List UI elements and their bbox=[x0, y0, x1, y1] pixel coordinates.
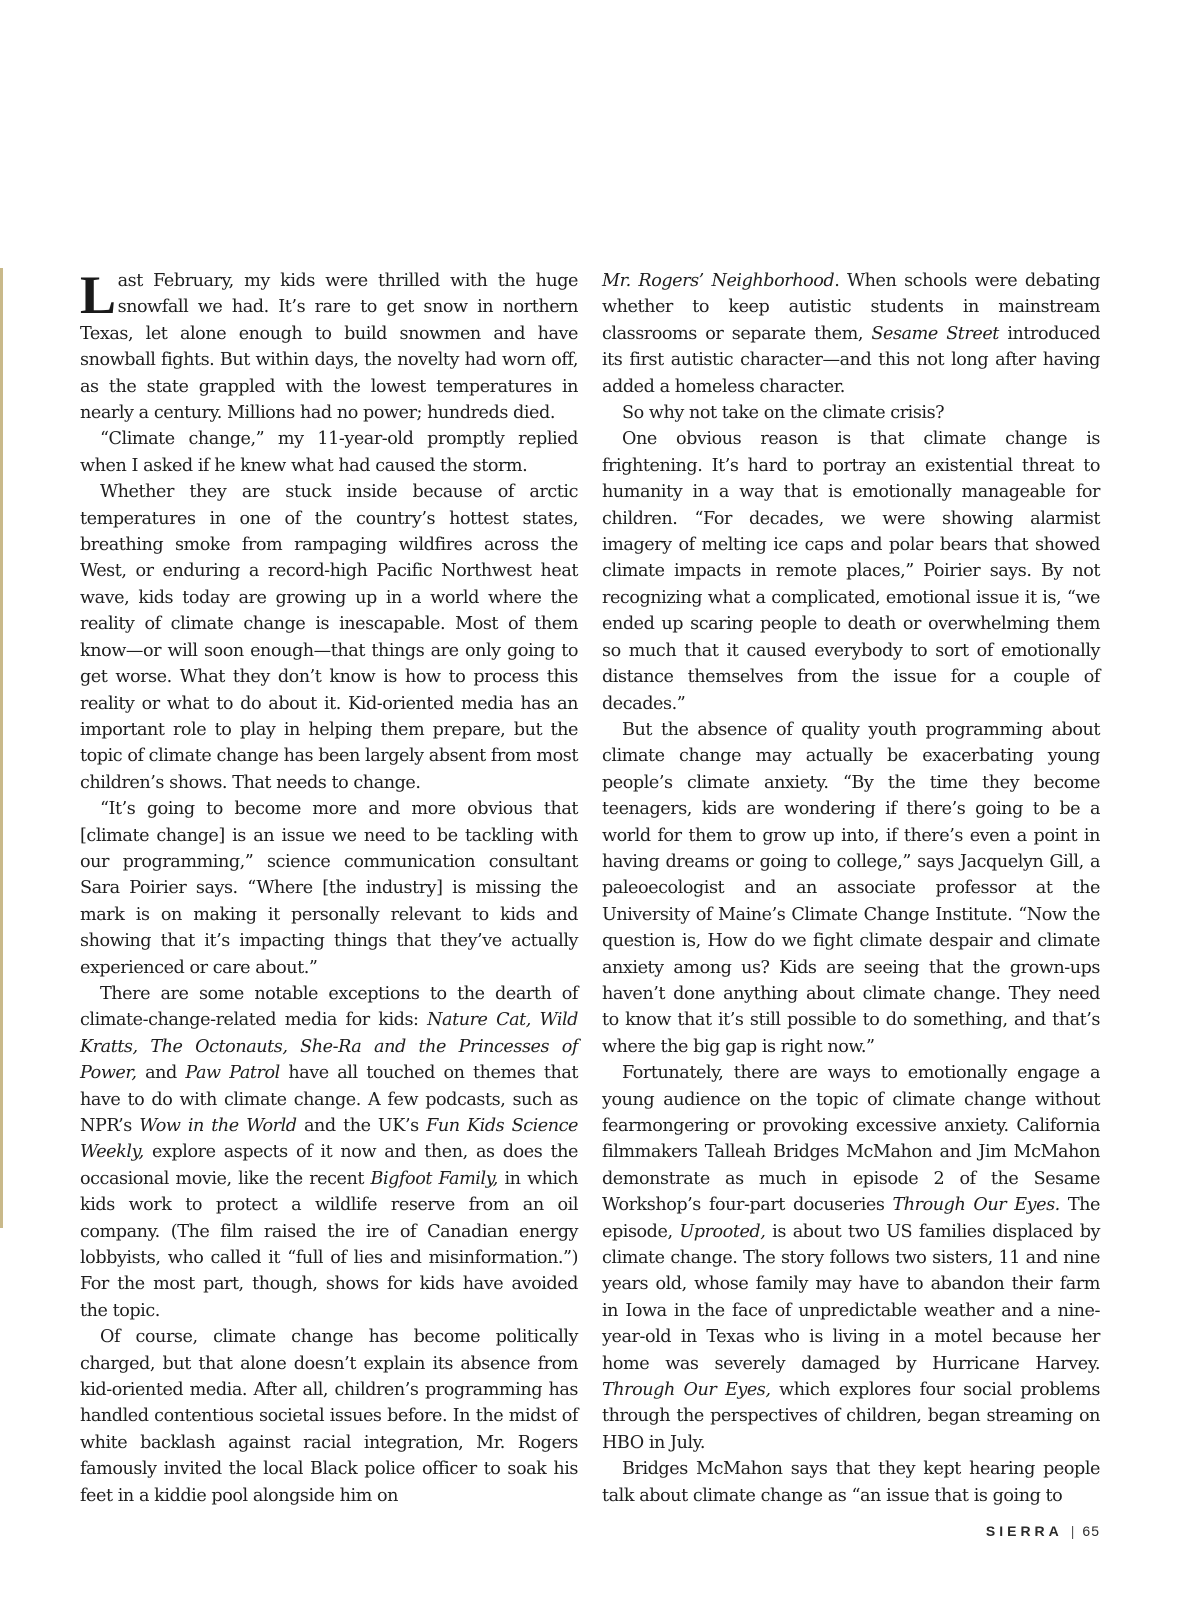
page-number: 65 bbox=[1082, 1523, 1100, 1539]
text-run: is about two US families displaced by climate change. The story follows two sisters, 11 and nine years old, whose family may have to abandon their farm in Iowa in the face of unpredictable weather and a nine-year-old in Texas who is living in a motel because her home was severely damaged by Hurricane Harvey. bbox=[602, 1221, 1100, 1374]
text-run: . When schools were debating whether to keep autistic students in mainstream classrooms or separate them, bbox=[602, 271, 1100, 344]
article-paragraph bbox=[602, 268, 1100, 400]
page-footer bbox=[986, 1523, 1100, 1539]
text-run: Of course, climate change has become politically charged, but that alone doesn’t explain its absence from kid-oriented media. After all, children’s programming has handled contentious societal issues before. In the midst of white backlash against racial integration, Mr. Rogers famously invited the local Black police officer to soak his feet in a kiddie pool alongside him on bbox=[80, 1327, 578, 1506]
article-paragraph bbox=[80, 479, 578, 796]
article-paragraph bbox=[80, 265, 578, 426]
text-run: have all touched on themes that have to do with climate change. A few podcasts, such as NPR’s bbox=[80, 1063, 578, 1136]
text-run: “Climate change,” my 11-year-old promptly replied when I asked if he knew what had caused the storm. bbox=[80, 429, 578, 476]
article-column-right bbox=[602, 268, 1100, 1509]
text-run: So why not take on the climate crisis? bbox=[622, 403, 945, 424]
text-run: and bbox=[136, 1063, 186, 1084]
text-run: One obvious reason is that climate change is frightening. It’s hard to portray an existential threat to humanity in a way that is emotionally manageable for children. “For decades, we were showing alarmist imagery of melting ice caps and polar bears that showed climate impacts in remote places,” Poirier says. By not recognizing what a complicated, emotional issue it is, “we ended up scaring people to death or overwhelming them so much that it caused everybody to sort of emotionally distance themselves from the issue for a couple of decades.” bbox=[602, 429, 1100, 714]
italic-title: Through Our Eyes, bbox=[602, 1380, 771, 1401]
italic-title: Mr. Rogers’ Neighborhood bbox=[602, 271, 835, 291]
text-run: introduced its first autistic character—and this not long after having added a homeless character. bbox=[602, 323, 1101, 397]
text-run: “It’s going to become more and more obvious that [climate change] is an issue we need to be tackling with our programming,” science communication consultant Sara Poirier says. “Where [the industry] is missing the mark is on making it personally relevant to kids and showing that it’s impacting things that they’ve actually experienced or care about.” bbox=[80, 799, 578, 978]
article-paragraph bbox=[602, 1456, 1100, 1509]
text-run: in which kids work to protect a wildlife reserve from an oil company. (The film raised the ire of Canadian energy lobbyists, who called it “full of lies and misinformation.”) For the most part, though, shows for kids have avoided the topic. bbox=[80, 1168, 579, 1321]
italic-title: Wow in the World bbox=[139, 1116, 297, 1136]
article-paragraph bbox=[80, 426, 578, 479]
article-paragraph bbox=[80, 796, 578, 981]
text-run: explore aspects of it now and then, as does the occasional movie, like the recent bbox=[80, 1142, 578, 1189]
text-run: But the absence of quality youth programming about climate change may actually be exacerbating young people’s climate anxiety. “By the time they become teenagers, kids are wondering if there’s going to be a world for them to grow up into, if there’s even a point in having dreams or going to college,” says Jacquelyn Gill, a paleoecologist and an associate professor at the University of Maine’s Climate Change Institute. “Now the question is, How do we fight climate despair and climate anxiety among us? Kids are seeing that the grown-ups haven’t done anything about climate change. They need to know that it’s still possible to do something, and that’s where the big gap is right now.” bbox=[602, 719, 1100, 1057]
text-run: Fortunately, there are ways to emotionally engage a young audience on the topic of climate change without fearmongering or provoking excessive anxiety. California filmmakers Talleah Bridges McMahon and Jim McMahon demonstrate as much in episode 2 of the Sesame Workshop’s four-part docuseries bbox=[602, 1063, 1100, 1216]
page-edge-rule bbox=[0, 268, 3, 1228]
text-run: The episode, bbox=[602, 1195, 1100, 1242]
article-paragraph bbox=[80, 1324, 578, 1509]
italic-title: Sesame Street bbox=[871, 323, 999, 344]
italic-title: Bigfoot Family, bbox=[370, 1168, 498, 1189]
article-paragraph bbox=[602, 1060, 1100, 1456]
text-run: and the UK’s bbox=[296, 1116, 427, 1136]
footer-separator: | bbox=[1070, 1523, 1075, 1539]
article-paragraph bbox=[602, 426, 1100, 716]
italic-title: Uprooted, bbox=[679, 1221, 766, 1242]
text-run: ast February, my kids were thrilled with the huge snowfall we had. It’s rare to get snow in northern Texas, let alone enough to build snowmen and have snowball fights. But within days, the novelty had worn off, as the state grappled with the lowest temperatures in nearly a century. Millions had no power; hundreds died. bbox=[80, 271, 578, 424]
article-paragraph bbox=[602, 400, 1100, 426]
italic-title: Through Our Eyes. bbox=[892, 1195, 1060, 1216]
publication-name: SIERRA bbox=[985, 1523, 1063, 1539]
drop-cap: L bbox=[80, 265, 116, 325]
italic-title: Nature Cat, Wild Kratts, The Octonauts, She-Ra and the Princesses of Power, bbox=[80, 1010, 578, 1084]
italic-title: Fun Kids Science Weekly, bbox=[80, 1116, 579, 1163]
text-run: which explores four social problems through the perspectives of children, began streaming on HBO in July. bbox=[602, 1380, 1100, 1453]
text-run: There are some notable exceptions to the dearth of climate-change-related media for kids: bbox=[80, 983, 578, 1031]
article-paragraph bbox=[80, 981, 578, 1324]
text-run: Bridges McMahon says that they kept hearing people talk about climate change as “an issue that is going to bbox=[602, 1459, 1100, 1506]
text-run: Whether they are stuck inside because of arctic temperatures in one of the country’s hottest states, breathing smoke from rampaging wildfires across the West, or enduring a record-high Pacific Northwest heat wave, kids today are growing up in a world where the reality of climate change is inescapable. Most of them know—or will soon enough—that things are only going to get worse. What they don’t know is how to process this reality or what to do about it. Kid-oriented media has an important role to play in helping them prepare, but the topic of climate change has been largely absent from most children’s shows. That needs to change. bbox=[80, 482, 578, 793]
italic-title: Paw Patrol bbox=[185, 1063, 280, 1084]
article-paragraph bbox=[602, 717, 1100, 1060]
article-column-left bbox=[80, 265, 579, 1509]
